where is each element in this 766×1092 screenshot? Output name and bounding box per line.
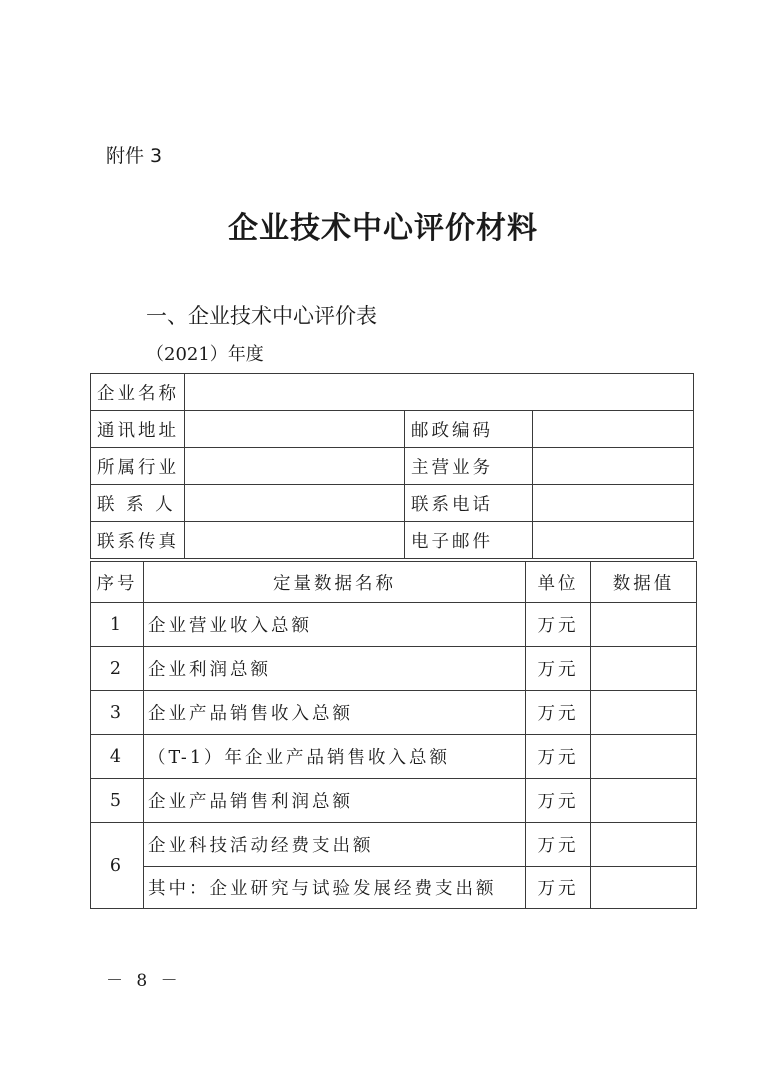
address-label: 通讯地址 <box>91 411 185 448</box>
row-seq: 4 <box>91 735 144 779</box>
info-row <box>91 448 694 485</box>
info-row <box>91 411 694 448</box>
table-row <box>91 823 697 867</box>
row-value-field[interactable] <box>591 735 697 779</box>
attachment-label: 附件 3 <box>106 145 163 167</box>
table-header-row <box>91 562 697 603</box>
contact-person-label: 联 系 人 <box>91 485 185 522</box>
row-unit: 万元 <box>526 779 591 823</box>
row-unit: 万元 <box>526 647 591 691</box>
contact-person-field[interactable] <box>185 485 405 522</box>
row-value-field[interactable] <box>591 823 697 867</box>
row-seq: 6 <box>91 823 144 909</box>
header-name: 定量数据名称 <box>144 562 526 603</box>
row-value-field[interactable] <box>591 603 697 647</box>
page-number: － 8 － <box>106 971 182 991</box>
table-row <box>91 647 697 691</box>
row-name: 企业利润总额 <box>144 647 526 691</box>
info-row <box>91 522 694 559</box>
row-name: 企业科技活动经费支出额 <box>144 823 526 867</box>
row-name: 企业营业收入总额 <box>144 603 526 647</box>
quantitative-data-table <box>90 561 697 909</box>
row-value-field[interactable] <box>591 779 697 823</box>
fax-label: 联系传真 <box>91 522 185 559</box>
industry-label: 所属行业 <box>91 448 185 485</box>
email-label: 电子邮件 <box>405 522 533 559</box>
table-row <box>91 735 697 779</box>
row-unit: 万元 <box>526 867 591 909</box>
company-name-label: 企业名称 <box>91 374 185 411</box>
postcode-label: 邮政编码 <box>405 411 533 448</box>
industry-field[interactable] <box>185 448 405 485</box>
main-business-field[interactable] <box>533 448 694 485</box>
row-value-field[interactable] <box>591 691 697 735</box>
row-value-field[interactable] <box>591 647 697 691</box>
info-row <box>91 485 694 522</box>
document-title: 企业技术中心评价材料 <box>228 211 538 246</box>
phone-label: 联系电话 <box>405 485 533 522</box>
row-unit: 万元 <box>526 735 591 779</box>
phone-field[interactable] <box>533 485 694 522</box>
year-line <box>146 340 264 366</box>
row-name: （T-1）年企业产品销售收入总额 <box>144 735 526 779</box>
row-name: 其中：企业研究与试验发展经费支出额 <box>144 867 526 909</box>
section-heading: 一、企业技术中心评价表 <box>146 304 377 328</box>
row-seq: 1 <box>91 603 144 647</box>
header-seq: 序号 <box>91 562 144 603</box>
row-seq: 2 <box>91 647 144 691</box>
year-value: （2021） <box>146 344 228 365</box>
fax-field[interactable] <box>185 522 405 559</box>
row-name: 企业产品销售利润总额 <box>144 779 526 823</box>
row-value-field[interactable] <box>591 867 697 909</box>
table-row <box>91 867 697 909</box>
row-unit: 万元 <box>526 603 591 647</box>
table-row <box>91 691 697 735</box>
company-name-field[interactable] <box>185 374 694 411</box>
email-field[interactable] <box>533 522 694 559</box>
year-suffix: 年度 <box>227 344 264 365</box>
address-field[interactable] <box>185 411 405 448</box>
row-unit: 万元 <box>526 823 591 867</box>
row-seq: 3 <box>91 691 144 735</box>
header-unit: 单位 <box>526 562 591 603</box>
company-info-table <box>90 373 694 559</box>
row-unit: 万元 <box>526 691 591 735</box>
postcode-field[interactable] <box>533 411 694 448</box>
row-name: 企业产品销售收入总额 <box>144 691 526 735</box>
main-business-label: 主营业务 <box>405 448 533 485</box>
table-row <box>91 779 697 823</box>
header-value: 数据值 <box>591 562 697 603</box>
table-row <box>91 603 697 647</box>
company-name-row <box>91 374 694 411</box>
row-seq: 5 <box>91 779 144 823</box>
